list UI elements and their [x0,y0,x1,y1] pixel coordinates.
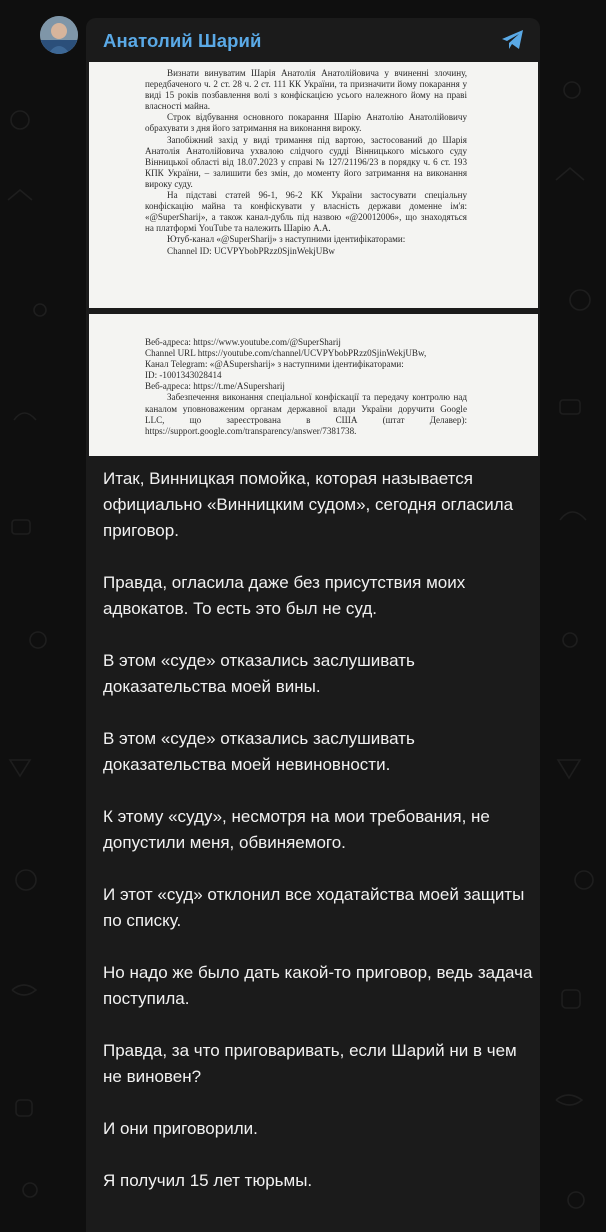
channel-post [86,18,540,1232]
message-paragraph: Правда, за что приговаривать, если Шарий ни в чем не виновен? [103,1041,517,1086]
document-line: каналом уповноваженим органам державної влади України доручити Google [145,403,467,414]
document-line: Забезпечення виконання спеціальної конфіскації та передачу контролю над [167,392,467,403]
document-line: конфіскацію майна та конфіскувати у власність держави доменне ім'я: [145,201,467,212]
document-line: КПК України, – залишити без змін, до моменту його затримання на виконання [145,167,467,178]
document-line: Вінницької області від 18.07.2023 у справі № 127/21196/23 в порядку ч. 6 ст. 193 [145,156,467,167]
document-line: обрахувати з дня його затримання на виконання вироку. [145,123,362,134]
document-line: Channel ID: UCVPYbobPRzz0SjinWekjUBw [167,245,336,256]
document-line: вироку суду. [145,178,193,189]
document-line: На підставі статей 96-1, 96-2 КК України застосувати спеціальну [167,190,467,201]
message-paragraph: И этот «суд» отклонил все ходатайства моей защиты по списку. [103,885,525,930]
message-paragraph: В этом «суде» отказались заслушивать доказательства моей невиновности. [103,729,415,774]
document-line: Веб-адреса: https://www.youtube.com/@SuperSharij [145,337,341,347]
channel-avatar[interactable] [40,16,78,54]
document-text [145,337,467,437]
document-line: Запобіжний захід у виді тримання під вартою, застосований до Шарія [167,134,467,145]
message-paragraph: К этому «суду», несмотря на мои требования, не допустили меня, обвиняемого. [103,807,490,852]
message-paragraph: Правда, огласила даже без присутствия моих адвокатов. То есть это был не суд. [103,573,466,618]
document-text [145,68,467,257]
document-line: Channel URL https://youtube.com/channel/UCVPYbobPRzz0SjinWekjUBw, [145,348,427,359]
court-document-image-page-2[interactable] [89,314,538,456]
document-line: передбаченого ч. 2 ст. 28 ч. 2 ст. 111 КК України, та призначити йому покарання у [145,79,467,90]
message-paragraph: Я получил 15 лет тюрьмы. [103,1171,313,1190]
telegram-share-icon[interactable] [500,28,526,52]
channel-name[interactable]: Анатолий Шарий [103,30,262,51]
document-line: на платформі YouTube та належить Шарію А.А. [145,223,331,234]
document-line: ID: -1001343028414 [145,370,222,381]
message-paragraph: Но надо же было дать какой-то приговор, ведь задача поступила. [103,963,533,1008]
court-document-image-page-1[interactable] [89,62,538,308]
document-line: LLC, що зареєстрована в США (штат Делавер): [145,414,467,425]
document-line: Анатолія Анатолійовича ухвалою слідчого судді Вінницького міського суду [145,145,467,156]
document-line: Канал Telegram: «@ASupersharij» з наступними ідентифікаторами: [145,359,404,370]
message-paragraph: В этом «суде» отказались заслушивать доказательства моей вины. [103,651,415,696]
document-line: https://support.google.com/transparency/answer/7381738. [145,425,357,436]
document-line: власності майна. [145,101,211,112]
document-line: виді 15 років позбавлення волі з конфіскацією усього належного йому на праві [145,90,467,101]
document-line: Веб-адреса: https://t.me/ASupersharij [145,381,285,392]
document-line: Ютуб-канал «@SuperSharij» з наступними ідентифікаторами: [167,234,406,245]
avatar-image [40,16,78,54]
message-paragraph: И они приговорили. [103,1119,258,1138]
message-text [103,466,533,1220]
message-paragraph: Итак, Винницкая помойка, которая называется официально «Винницким судом», сегодня огласила приговор. [103,469,514,540]
document-line: «@SuperSharij», а також канал-дубль під назвою «@20012006», що знаходяться [145,212,467,223]
document-line: Строк відбування основного покарання Шарію Анатолію Анатолійовичу [167,112,467,123]
document-line: Визнати винуватим Шарія Анатолія Анатолійовича у вчиненні злочину, [167,68,467,78]
post-header [86,18,540,62]
